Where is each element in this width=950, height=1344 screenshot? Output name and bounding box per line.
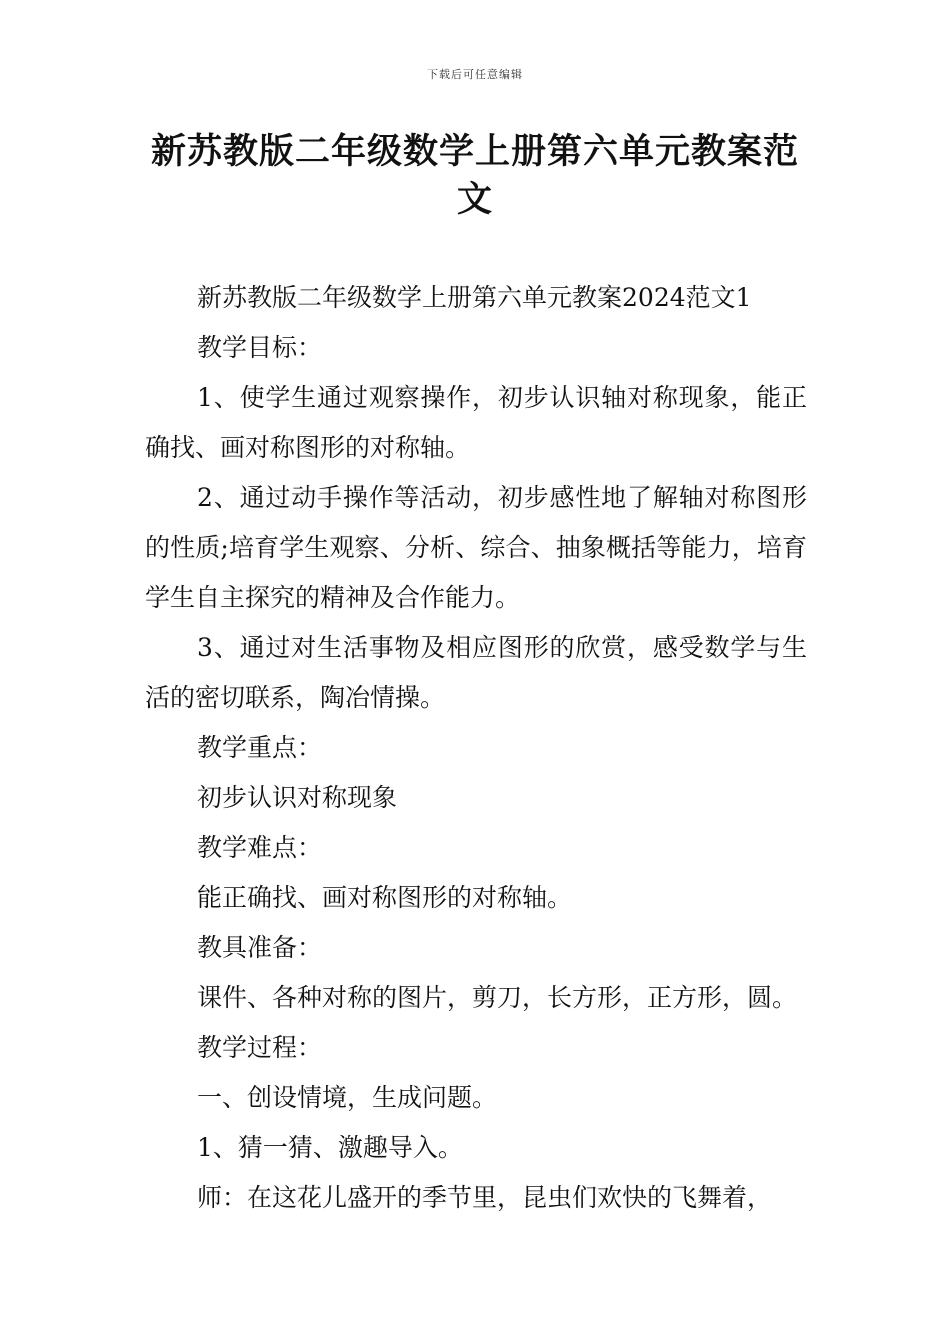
teacher-line: 师：在这花儿盛开的季节里，昆虫们欢快的飞舞着， <box>197 1183 773 1212</box>
section-heading-materials: 教具准备： <box>197 933 323 962</box>
title-line-2: 文 <box>456 180 493 220</box>
section-heading-key-points: 教学重点： <box>197 733 323 762</box>
document-body <box>145 273 807 1223</box>
subtitle-paragraph: 新苏教版二年级数学上册第六单元教案2024范文1 <box>197 283 752 312</box>
section-heading-difficulties: 教学难点： <box>197 833 323 862</box>
objective-3: 3、通过对生活事物及相应图形的欣赏，感受数学与生活的密切联系，陶冶情操。 <box>145 633 807 712</box>
process-substep-1: 1、猜一猜、激趣导入。 <box>197 1133 463 1162</box>
objective-2: 2、通过动手操作等活动，初步感性地了解轴对称图形的性质;培育学生观察、分析、综合、抽象概括等能力，培育学生自主探究的精神及合作能力。 <box>145 483 807 612</box>
section-heading-process: 教学过程： <box>197 1033 323 1062</box>
header-note: 下载后可任意编辑 <box>427 68 523 81</box>
process-step-1: 一、创设情境，生成问题。 <box>197 1083 498 1112</box>
materials-text: 课件、各种对称的图片，剪刀，长方形，正方形，圆。 <box>197 983 798 1012</box>
difficulties-text: 能正确找、画对称图形的对称轴。 <box>197 883 573 912</box>
section-heading-objectives: 教学目标： <box>197 333 323 362</box>
objective-1: 1、使学生通过观察操作，初步认识轴对称现象，能正确找、画对称图形的对称轴。 <box>145 383 807 462</box>
title-line-1: 新苏教版二年级数学上册第六单元教案范 <box>150 132 799 172</box>
document-title <box>150 128 800 224</box>
key-points-text: 初步认识对称现象 <box>197 783 398 812</box>
